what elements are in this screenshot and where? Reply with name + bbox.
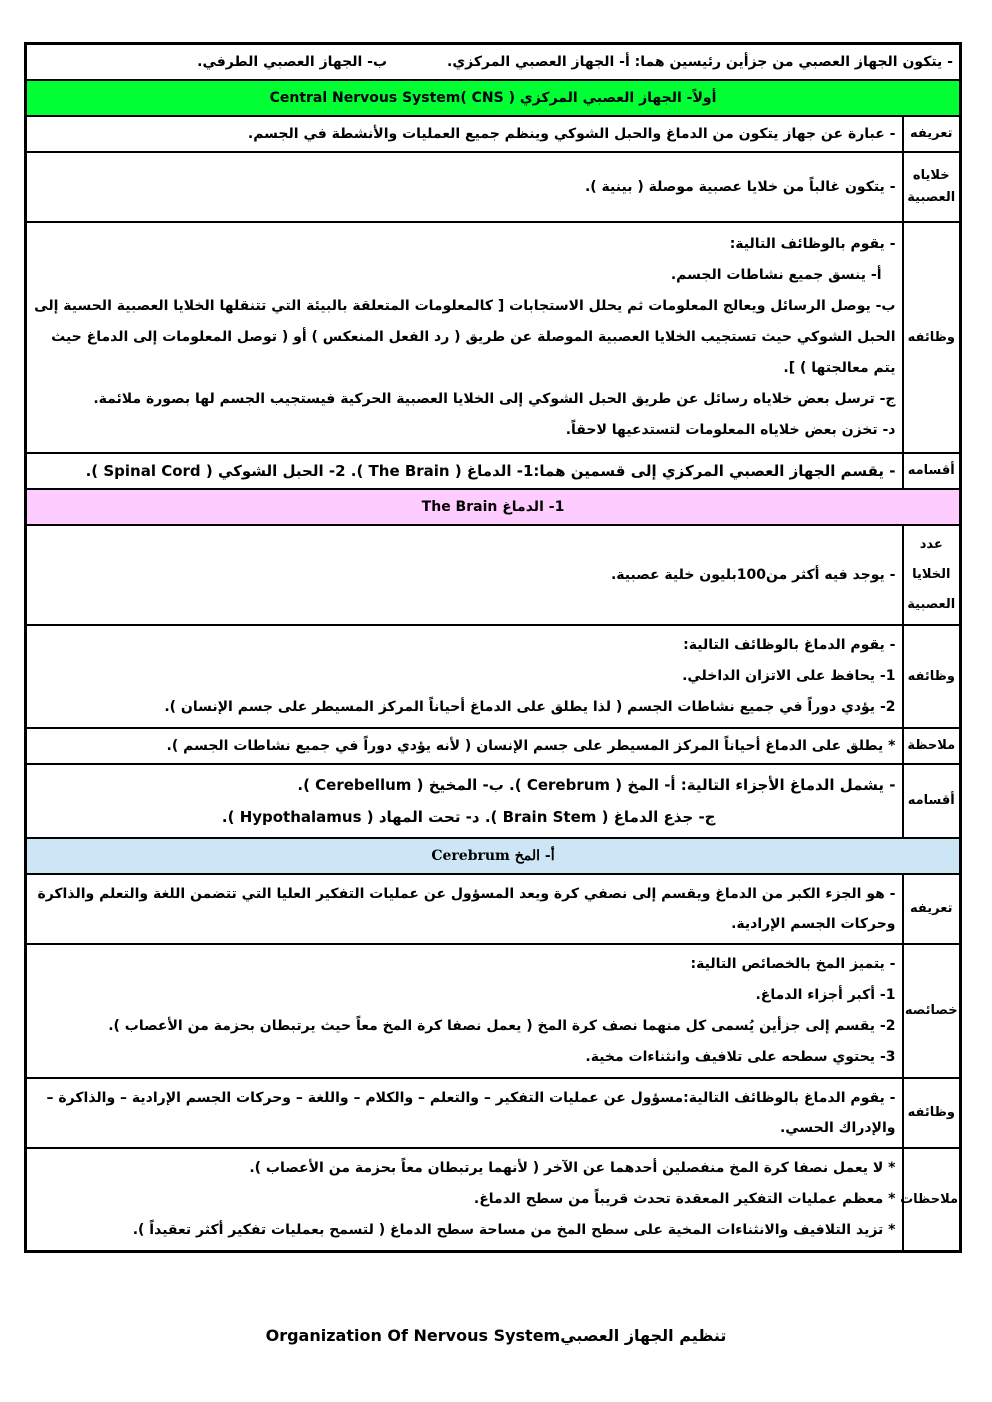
cerebrum-features-row [26, 944, 961, 1078]
cerebrum-features-label: خصائصه [903, 944, 961, 1078]
brain-functions-cell [26, 625, 903, 728]
cerebrum-features-cell [26, 944, 903, 1078]
brain-function-line: 1- يحافظ على الاتزان الداخلي. [682, 668, 896, 684]
brain-function-line: - يقوم الدماغ بالوظائف التالية: [683, 637, 896, 653]
content-table [24, 42, 962, 1253]
cerebrum-note-line: * معظم عمليات التفكير المعقدة تحدث قريباً من سطح الدماغ. [473, 1191, 896, 1207]
brain-parts-line: ج- جذع الدماغ ( Brain Stem ). د- تحت المهاد ( Hypothalamus ). [221, 808, 716, 826]
cerebrum-notes-label: ملاحظات [903, 1148, 961, 1252]
brain-note-row [26, 728, 961, 764]
brain-parts-line: - يشمل الدماغ الأجزاء التالية: أ- المخ ( Cerebrum ). ب- المخيخ ( Cerebellum ). [297, 776, 896, 794]
cerebrum-functions-label: وظائفه [903, 1078, 961, 1148]
brain-note-label: ملاحظة [903, 728, 961, 764]
cerebrum-feature-line: - يتميز المخ بالخصائص التالية: [690, 956, 896, 972]
footer-title: Organization Of Nervous Systemتنظيم الجهاز العصبي [265, 1326, 727, 1345]
cns-definition-row [26, 116, 961, 152]
cns-cells-text: - يتكون غالباً من خلايا عصبية موصلة ( بينية ). [26, 152, 903, 222]
cns-parts-text: - يقسم الجهاز العصبي المركزي إلى قسمين هما:1- الدماغ ( The Brain ). 2- الحبل الشوكي ( Spinal Cord ). [26, 453, 903, 489]
cns-function-line: د- تخزن بعض خلاياه المعلومات لتستدعيها لاحقاً. [565, 422, 896, 438]
cns-definition-label: تعريفه [903, 116, 961, 152]
cerebrum-definition-text: - هو الجزء الكبر من الدماغ ويقسم إلى نصفي كرة ويعد المسؤول عن عمليات التفكير العليا التي تتضمن اللغة والتعلم والذاكرة وحركات الجسم الإرادية. [26, 874, 903, 944]
cerebrum-header: أ- المخ Cerebrum [26, 838, 961, 874]
intro-cell [26, 44, 961, 81]
cerebrum-functions-text: - يقوم الدماغ بالوظائف التالية:مسؤول عن عمليات التفكير – والتعلم – والكلام – واللغة – وحركات الجسم الإرادية – والذاكرة – والإدراك الحسي. [26, 1078, 903, 1148]
brain-functions-row [26, 625, 961, 728]
intro-row [26, 44, 961, 81]
brain-parts-label: أقسامه [903, 764, 961, 838]
cerebrum-feature-line: 1- أكبر أجزاء الدماغ. [755, 987, 896, 1003]
brain-function-line: 2- يؤدي دوراً في جميع نشاطات الجسم ( لذا يطلق على الدماغ أحياناً المركز المسيطر على جسم الإنسان ). [164, 699, 896, 715]
cerebrum-notes-row [26, 1148, 961, 1252]
brain-functions-label: وظائفه [903, 625, 961, 728]
cerebrum-note-line: * تزيد التلافيف والانثناءات المخية على سطح المخ من مساحة سطح الدماغ ( لتسمح بعمليات تفكير أكثر تعقيداً ). [132, 1222, 896, 1238]
brain-parts-cell [26, 764, 903, 838]
brain-count-label: عدد الخلايا العصبية [903, 525, 961, 625]
cerebrum-feature-line: 3- يحتوي سطحه على تلافيف وانثناءات مخية. [585, 1049, 896, 1065]
cns-header: أولاً- الجهاز العصبي المركزي ( Central Nervous System( CNS [26, 80, 961, 116]
cns-functions-row [26, 222, 961, 453]
cerebrum-header-row [26, 838, 961, 874]
brain-note-text: * يطلق على الدماغ أحياناً المركز المسيطر على جسم الإنسان ( لأنه يؤدي دوراً في جميع نشاطات الجسم ). [26, 728, 903, 764]
cns-cells-label: خلاياه العصبية [903, 152, 961, 222]
cerebrum-feature-line: 2- يقسم إلى جزأين يُسمى كل منهما نصف كرة المخ ( يعمل نصفا كرة المخ معاً حيث يرتبطان بحزمة من الأعصاب ). [108, 1018, 896, 1034]
cns-cells-row [26, 152, 961, 222]
cns-functions-label: وظائفه [903, 222, 961, 453]
brain-header-row [26, 489, 961, 525]
cns-header-row [26, 80, 961, 116]
cerebrum-definition-label: تعريفه [903, 874, 961, 944]
cns-function-line: ب- يوصل الرسائل ويعالج المعلومات ثم يحلل الاستجابات [ كالمعلومات المتعلقة بالبيئة التي تتنقلها الخلايا العصبية الحسية إلى الحبل الشوكي حيث تستجيب الخلايا العصبية الموصلة عن طريق ( رد الفعل المنعكس ) أو ( توصل المعلومات إلى الدماغ حيث يتم معالجتها ) ]. [34, 298, 896, 376]
document-page [24, 42, 962, 1253]
brain-count-row [26, 525, 961, 625]
intro-main-text: - يتكون الجهاز العصبي من جزأين رئيسين هما: أ- الجهاز العصبي المركزي. [447, 54, 953, 70]
cns-function-line: - يقوم بالوظائف التالية: [729, 236, 896, 252]
cns-parts-row [26, 453, 961, 489]
cerebrum-functions-row [26, 1078, 961, 1148]
brain-parts-row [26, 764, 961, 838]
intro-second-text: ب- الجهاز العصبي الطرفي. [197, 54, 388, 70]
brain-header: 1- الدماغ The Brain [26, 489, 961, 525]
cns-definition-text: - عبارة عن جهاز يتكون من الدماغ والحبل الشوكي وينظم جميع العمليات والأنشطة في الجسم. [26, 116, 903, 152]
cns-function-line: ج- ترسل بعض خلاياه رسائل عن طريق الحبل الشوكي إلى الخلايا العصبية الحركية فيستجيب الجسم لها بصورة ملائمة. [93, 391, 896, 407]
cerebrum-definition-row [26, 874, 961, 944]
cns-functions-cell [26, 222, 903, 453]
cerebrum-note-line: * لا يعمل نصفا كرة المخ منفصلين أحدهما عن الآخر ( لأنهما يرتبطان معاً بحزمة من الأعصاب ). [249, 1160, 896, 1176]
cerebrum-notes-cell [26, 1148, 903, 1252]
cns-function-line: أ- ينسق جميع نشاطات الجسم. [670, 267, 882, 283]
brain-count-text: - يوجد فيه أكثر من100بليون خلية عصبية. [26, 525, 903, 625]
cns-parts-label: أقسامه [903, 453, 961, 489]
